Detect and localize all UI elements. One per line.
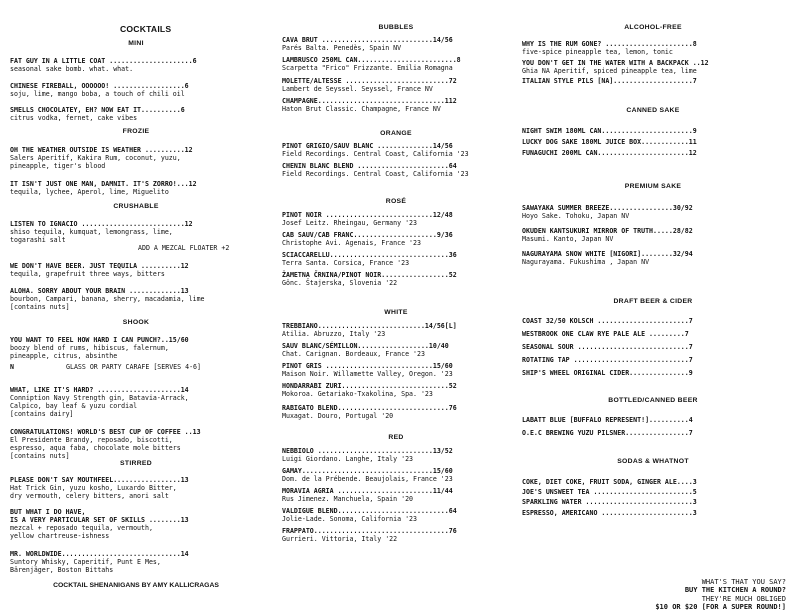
menu-item xyxy=(10,508,189,540)
menu-item-name: CHINESE FIREBALL, OOOOOO! ..................6 xyxy=(10,82,189,90)
menu-item-description: Parés Balta. Penedès, Spain NV xyxy=(282,44,402,52)
menu-item-description: Dom. de la Prébende. Beaujolais, France '23 xyxy=(282,475,453,483)
menu-item-name: CHENIN BLANC BLEND .......................64 xyxy=(282,162,457,170)
menu-item-name: CONGRATULATIONS! WORLD'S BEST CUP OF COFFEE ..13 xyxy=(10,428,201,436)
menu-item-description: Chat. Carignan. Bordeaux, France '23 xyxy=(282,350,425,358)
menu-item-description: Rus Jimenez. Manchuela, Spain '20 xyxy=(282,495,414,503)
menu-item-description: bourbon, Campari, banana, sherry, macadamia, lime [contains nuts] xyxy=(10,295,205,311)
menu-item xyxy=(282,487,453,503)
menu-item-name: FRAPPATO..................................76 xyxy=(282,527,457,535)
menu-item xyxy=(282,447,453,463)
menu-item xyxy=(10,82,189,98)
menu-item xyxy=(522,416,693,424)
menu-item-description: Terra Santa. Corsica, France '23 xyxy=(282,259,410,267)
menu-item-description: citrus vodka, fernet, cake vibes xyxy=(10,114,138,122)
menu-item xyxy=(10,476,189,500)
menu-item-description: Atilia. Abruzzo, Italy '23 xyxy=(282,330,386,338)
menu-item-name: HONDARRABI ZURI...........................52 xyxy=(282,382,457,390)
menu-item-description: Josef Leitz. Rheingau, Germany '23 xyxy=(282,219,417,227)
section-heading: BOTTLED/CANNED BEER xyxy=(608,397,698,404)
menu-item xyxy=(10,262,189,278)
menu-item-name: COKE, DIET COKE, FRUIT SODA, GINGER ALE....3 xyxy=(522,478,697,486)
menu-item-description: Mokoroa. Getariako-Txakolina, Spa. '23 xyxy=(282,390,433,398)
menu-item-description: boozy blend of rums, hibiscus, falernum, pineapple, citrus, absinthe xyxy=(10,344,169,360)
menu-item-name: NEBBIOLO .............................13/52 xyxy=(282,447,453,455)
section-heading: STIRRED xyxy=(120,460,152,467)
menu-item-name: COAST 32/50 KOLSCH .......................7 xyxy=(522,317,693,325)
menu-item xyxy=(282,322,457,338)
menu-item-name: MORAVIA AGRIA ........................11/44 xyxy=(282,487,453,495)
menu-item-description: Masumi. Kanto, Japan NV xyxy=(522,235,614,243)
menu-item-description: Hat Trick Gin, yuzu kosho, Luxardo Bitter, dry vermouth, celery bitters, anori salt xyxy=(10,484,177,500)
menu-item xyxy=(282,36,453,52)
promo-line: THEY'RE MUCH OBLIGED xyxy=(701,594,786,603)
menu-item xyxy=(10,428,201,460)
menu-item-name: FUNAGUCHI 200ML CAN.......................12 xyxy=(522,149,697,157)
menu-item-name: BUT WHAT I DO HAVE, IS A VERY PARTICULAR SET OF SKILLS ........13 xyxy=(10,508,189,524)
section-heading: SODAS & WHATNOT xyxy=(617,458,689,465)
menu-item-name: PLEASE DON'T SAY MOUTHFEEL.................13 xyxy=(10,476,189,484)
menu-item xyxy=(10,220,193,244)
menu-item-description: Hoyo Sake. Tohoku, Japan NV xyxy=(522,212,630,220)
menu-item xyxy=(522,204,693,220)
section-heading: RED xyxy=(388,434,404,441)
menu-item xyxy=(282,251,457,267)
menu-item-name: PINOT GRIGIO/SAUV BLANC ..............14/56 xyxy=(282,142,453,150)
menu-item-description: Gurrieri. Vittoria, Italy '22 xyxy=(282,535,398,543)
menu-note: ADD A MEZCAL FLOATER +2 xyxy=(138,244,230,252)
menu-item-name: SMELLS CHOCOLATEY, EH? NOW EAT IT..........6 xyxy=(10,106,185,114)
menu-item-name: VALDIGUE BLEND............................64 xyxy=(282,507,457,515)
menu-item-description: Nagurayama. Fukushima , Japan NV xyxy=(522,258,650,266)
menu-item-description: Salers Aperitif, Kakira Rum, coconut, yuzu, pineapple, tiger's blood xyxy=(10,154,181,170)
menu-item xyxy=(522,330,689,338)
menu-item xyxy=(522,478,697,486)
menu-item-name: CAB SAUV/CAB FRANC.....................9/36 xyxy=(282,231,453,239)
menu-item-name: MOLETTE/ALTESSE ..........................72 xyxy=(282,77,457,85)
section-heading: ROSÉ xyxy=(385,198,407,205)
menu-item xyxy=(282,77,457,93)
menu-item-name: PINOT NOIR ...........................12/48 xyxy=(282,211,453,219)
menu-item xyxy=(282,231,453,247)
section-heading: FROZIE xyxy=(122,128,150,135)
menu-item xyxy=(282,467,453,483)
promo-line: WHAT'S THAT YOU SAY? xyxy=(701,578,786,586)
menu-item-description: Haton Brut Classic. Champagne, France NV xyxy=(282,105,441,113)
menu-item xyxy=(522,488,697,496)
menu-item xyxy=(10,106,185,122)
menu-item-name: LUCKY DOG SAKE 180ML JUICE BOX............11 xyxy=(522,138,697,146)
menu-item xyxy=(522,509,697,517)
menu-item xyxy=(282,142,469,158)
credit-line: COCKTAIL SHENANIGANS BY AMY KALLICRAGAS xyxy=(53,582,219,589)
menu-item-name: ESPRESSO, AMERICANO .......................3 xyxy=(522,509,697,517)
section-heading: PREMIUM SAKE xyxy=(624,183,682,190)
menu-item-name: LABATT BLUE [BUFFALO REPRESENT!]..........4 xyxy=(522,416,693,424)
menu-item-description: Conniption Navy Strength gin, Batavia-Arrack, Calpico, bay leaf & yuzu cordial [contains dairy] xyxy=(10,394,189,418)
section-heading: ORANGE xyxy=(380,130,412,137)
promo-line: BUY THE KITCHEN A ROUND? xyxy=(684,586,786,595)
kitchen-round-promo xyxy=(596,578,786,612)
page-title: COCKTAILS xyxy=(120,24,172,34)
menu-item-description: seasonal sake bomb. what. what. xyxy=(10,65,134,73)
menu-item-description: Suntory Whisky, Caperitif, Punt E Mes, Bärenjäger, Boston Bittahs xyxy=(10,558,161,574)
menu-item-description: Muxagat. Douro, Portugal '20 xyxy=(282,412,394,420)
menu-item-name: WHY IS THE RUM GONE? ......................8 xyxy=(522,40,697,48)
menu-item-description: tequila, lychee, Aperol, lime, Miguelito xyxy=(10,188,169,196)
menu-item-name: OKUDEN KANTSUKURI MIRROR OF TRUTH.....28/82 xyxy=(522,227,693,235)
menu-item-name: ŽAMETNA ČRNINA/PINOT NOIR.................52 xyxy=(282,271,457,279)
menu-item xyxy=(522,356,693,364)
menu-note: N xyxy=(10,363,14,371)
menu-item xyxy=(10,550,189,574)
section-heading: ALCOHOL-FREE xyxy=(624,24,682,31)
menu-item-name: ROTATING TAP .............................7 xyxy=(522,356,693,364)
menu-note: GLASS OR PARTY CARAFE [SERVES 4-6] xyxy=(66,363,201,371)
menu-item-name: CAVA BRUT ............................14/56 xyxy=(282,36,453,44)
menu-item-description: Field Recordings. Central Coast, California '23 xyxy=(282,150,469,158)
menu-item-name: SPARKLING WATER ...........................3 xyxy=(522,498,697,506)
menu-item xyxy=(522,369,693,377)
menu-item-name: YOU WANT TO FEEL HOW HARD I CAN PUNCH?..15/60 xyxy=(10,336,189,344)
menu-item-description: shiso tequila, kumquat, lemongrass, lime, togarashi salt xyxy=(10,228,173,244)
menu-item xyxy=(522,227,693,243)
menu-item-description: tequila, grapefruit three ways, bitters xyxy=(10,270,165,278)
menu-item xyxy=(282,56,461,72)
menu-item xyxy=(10,386,189,418)
menu-item-name: YOU DON'T GET IN THE WATER WITH A BACKPACK ..12 xyxy=(522,59,709,67)
menu-item xyxy=(522,317,693,325)
menu-item-description: five-spice pineapple tea, lemon, tonic xyxy=(522,48,673,56)
section-heading: CANNED SAKE xyxy=(626,107,680,114)
menu-item xyxy=(522,77,697,85)
section-heading: BUBBLES xyxy=(378,24,414,31)
menu-item xyxy=(282,271,457,287)
menu-item xyxy=(522,429,693,437)
menu-item xyxy=(282,507,457,523)
menu-item xyxy=(522,59,709,75)
menu-item-description: Field Recordings. Central Coast, California '23 xyxy=(282,170,469,178)
section-heading: MINI xyxy=(128,40,144,47)
menu-item-name: FAT GUY IN A LITTLE COAT .....................6 xyxy=(10,57,197,65)
menu-item xyxy=(10,287,205,311)
menu-item-description: Christophe Avi. Agenais, France '23 xyxy=(282,239,421,247)
menu-item xyxy=(522,127,697,135)
menu-item xyxy=(282,162,469,178)
menu-item-name: CHAMPAGNE................................112 xyxy=(282,97,457,105)
menu-item-name: TREBBIANO...........................14/56[L] xyxy=(282,322,457,330)
menu-item-name: SAWAYAKA SUMMER BREEZE................30/92 xyxy=(522,204,693,212)
menu-item-name: OH THE WEATHER OUTSIDE IS WEATHER ..........12 xyxy=(10,146,193,154)
menu-item-name: ITALIAN STYLE PILS [NA]....................7 xyxy=(522,77,697,85)
menu-item xyxy=(10,336,189,360)
menu-item xyxy=(522,343,693,351)
menu-item-name: NAGURAYAMA SNOW WHITE [NIGORI]........32/94 xyxy=(522,250,693,258)
menu-item xyxy=(282,362,453,378)
menu-item xyxy=(10,180,197,196)
menu-item-name: RABIGATO BLEND............................76 xyxy=(282,404,457,412)
menu-item xyxy=(282,382,457,398)
menu-item-description: Lambert de Seyssel. Seyssel, France NV xyxy=(282,85,433,93)
menu-item-name: GAMAY.................................15/60 xyxy=(282,467,453,475)
menu-item-name: WHAT, LIKE IT'S HARD? .....................14 xyxy=(10,386,189,394)
menu-item xyxy=(522,250,693,266)
menu-item-description: Scarpetta "Frico" Frizzante. Emilia Romagna xyxy=(282,64,453,72)
menu-item-name: SCIACCARELLU..............................36 xyxy=(282,251,457,259)
menu-item-name: LAMBRUSCO 250ML CAN.........................8 xyxy=(282,56,461,64)
menu-item-description: Gönc. Štajerska, Slovenia '22 xyxy=(282,279,398,287)
menu-item xyxy=(522,498,697,506)
menu-item-description: soju, lime, mango boba, a touch of chili oil xyxy=(10,90,185,98)
section-heading: WHITE xyxy=(384,309,408,316)
section-heading: SHOOK xyxy=(122,319,150,326)
menu-item-description: mezcal + reposado tequila, vermouth, yellow chartreuse-ishness xyxy=(10,524,153,540)
menu-item-name: WE DON'T HAVE BEER. JUST TEQUILA ..........12 xyxy=(10,262,189,270)
menu-item-name: SHIP'S WHEEL ORIGINAL CIDER...............9 xyxy=(522,369,693,377)
menu-item-description: El Presidente Brandy, reposado, biscotti, espresso, aqua faba, chocolate mole bitters [contains nuts] xyxy=(10,436,181,460)
menu-item-name: WESTBROOK ONE CLAW RYE PALE ALE .........7 xyxy=(522,330,689,338)
section-heading: DRAFT BEER & CIDER xyxy=(613,298,693,305)
menu-item xyxy=(282,97,457,113)
menu-item-name: NIGHT SWIM 180ML CAN.......................9 xyxy=(522,127,697,135)
menu-item-description: Ghia NA Aperitif, spiced pineapple tea, lime xyxy=(522,67,697,75)
menu-item-description: Luigi Giordano. Langhe, Italy '23 xyxy=(282,455,414,463)
menu-item xyxy=(10,146,193,170)
menu-item-name: JOE'S UNSWEET TEA .........................5 xyxy=(522,488,697,496)
menu-item-description: Jolie-Lade. Sonoma, California '23 xyxy=(282,515,417,523)
menu-item-name: O.E.C BREWING YUZU PILSNER................7 xyxy=(522,429,693,437)
menu-item xyxy=(282,211,453,227)
menu-item-name: IT ISN'T JUST ONE MAN, DAMNIT. IT'S ZORRO!...12 xyxy=(10,180,197,188)
menu-item xyxy=(282,342,449,358)
promo-line: $10 OR $20 [FOR A SUPER ROUND!] xyxy=(655,603,786,612)
menu-item-description: Maison Noir. Willamette Valley, Oregon. '23 xyxy=(282,370,453,378)
menu-item-name: LISTEN TO IGNACIO ..........................12 xyxy=(10,220,193,228)
section-heading: CRUSHABLE xyxy=(113,203,159,210)
menu-item xyxy=(282,404,457,420)
menu-item-name: SAUV BLANC/SÉMILLON..................10/40 xyxy=(282,342,449,350)
menu-item xyxy=(522,40,697,56)
menu-item-name: PINOT GRIS ...........................15/60 xyxy=(282,362,453,370)
menu-item xyxy=(522,149,697,157)
menu-item-name: SEASONAL SOUR ............................7 xyxy=(522,343,693,351)
menu-item xyxy=(10,57,197,73)
menu-item xyxy=(282,527,457,543)
menu-item-name: MR. WORLDWIDE..............................14 xyxy=(10,550,189,558)
menu-item-name: ALOHA. SORRY ABOUT YOUR BRAIN .............13 xyxy=(10,287,189,295)
menu-item xyxy=(522,138,697,146)
